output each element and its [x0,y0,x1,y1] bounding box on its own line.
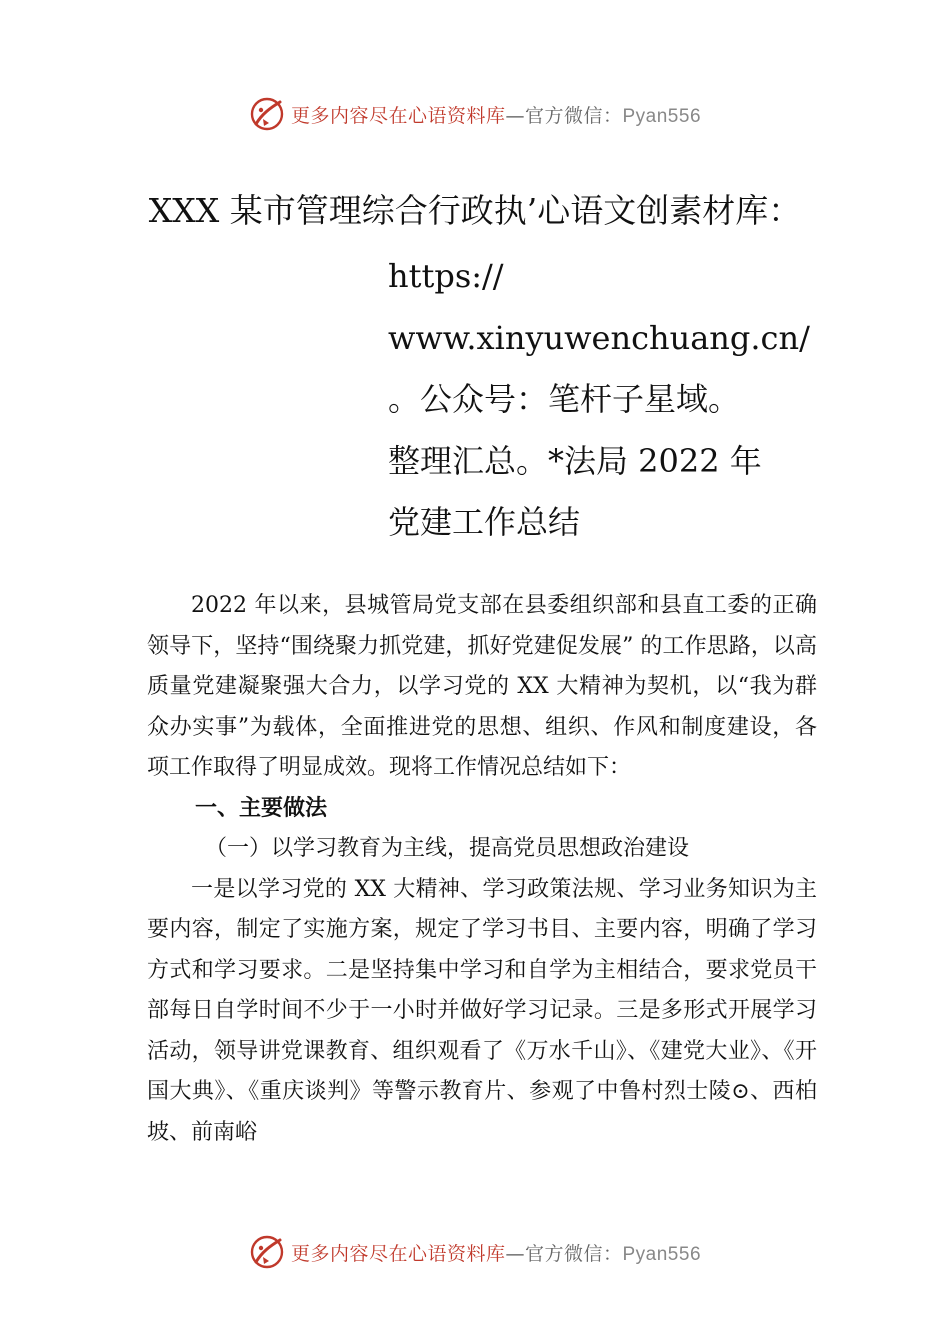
title-line: 党建工作总结 [388,503,581,541]
banner-dash: — [505,1242,525,1265]
banner-text [291,1239,701,1266]
document-body [147,586,817,1153]
banner-library-text: 更多内容尽在心语资料库 [290,104,506,127]
title-line: https:// [388,257,504,295]
subsection-heading: （一）以学习教育为主线，提高党员思想政治建设 [205,836,690,861]
banner-wechat-id: Pyan556 [622,105,702,127]
section-heading: 一、主要做法 [195,795,328,821]
brush-logo-icon [249,96,285,132]
banner-wechat-id: Pyan556 [622,1243,702,1265]
header-banner [0,94,950,134]
body-paragraph: 一是以学习党的 XX 大精神、学习政策法规、学习业务知识为主要内容，制定了实施方案，规定了学习书目、主要内容，明确了学习方式和学习要求。二是坚持集中学习和自学为主相结合，要求党员干部每日自学时间不少于一小时并做好学习记录。三是多形式开展学习活动，领导讲党课教育、组织观看了《万水千山》、《建党大业》、《开国大典》、《重庆谈判》等警示教育片、参观了中鲁村烈士陵⊙、西柏坡、前南峪 [147,876,817,1145]
document-title: XXX 某市管理综合行政执’心语文创素材库： [148,191,802,230]
title-line: 。公众号：笔杆子星域。 [388,380,741,418]
banner-wechat-label: 官方微信： [524,104,623,127]
brush-logo-icon [249,1234,285,1270]
footer-banner [0,1232,950,1272]
intro-paragraph: 2022 年以来，县城管局党支部在县委组织部和县直工委的正确领导下，坚持“围绕聚力抓党建，抓好党建促发展” 的工作思路，以高质量党建凝聚强大合力，以学习党的 XX 大精神为契机，以“我为群众办实事”为载体，全面推进党的思想、组织、作风和制度建设，各项工作取得了明显成效。现将工作情况总结如下： [147,593,817,780]
title-line: www.xinyuwenchuang.cn/ [388,318,810,357]
document-title-continuation [388,246,838,554]
banner-dash: — [505,104,525,127]
banner-text [291,101,701,128]
title-line: 整理汇总。*法局 2022 年 [388,441,762,480]
banner-library-text: 更多内容尽在心语资料库 [290,1242,506,1265]
banner-wechat-label: 官方微信： [524,1242,623,1265]
